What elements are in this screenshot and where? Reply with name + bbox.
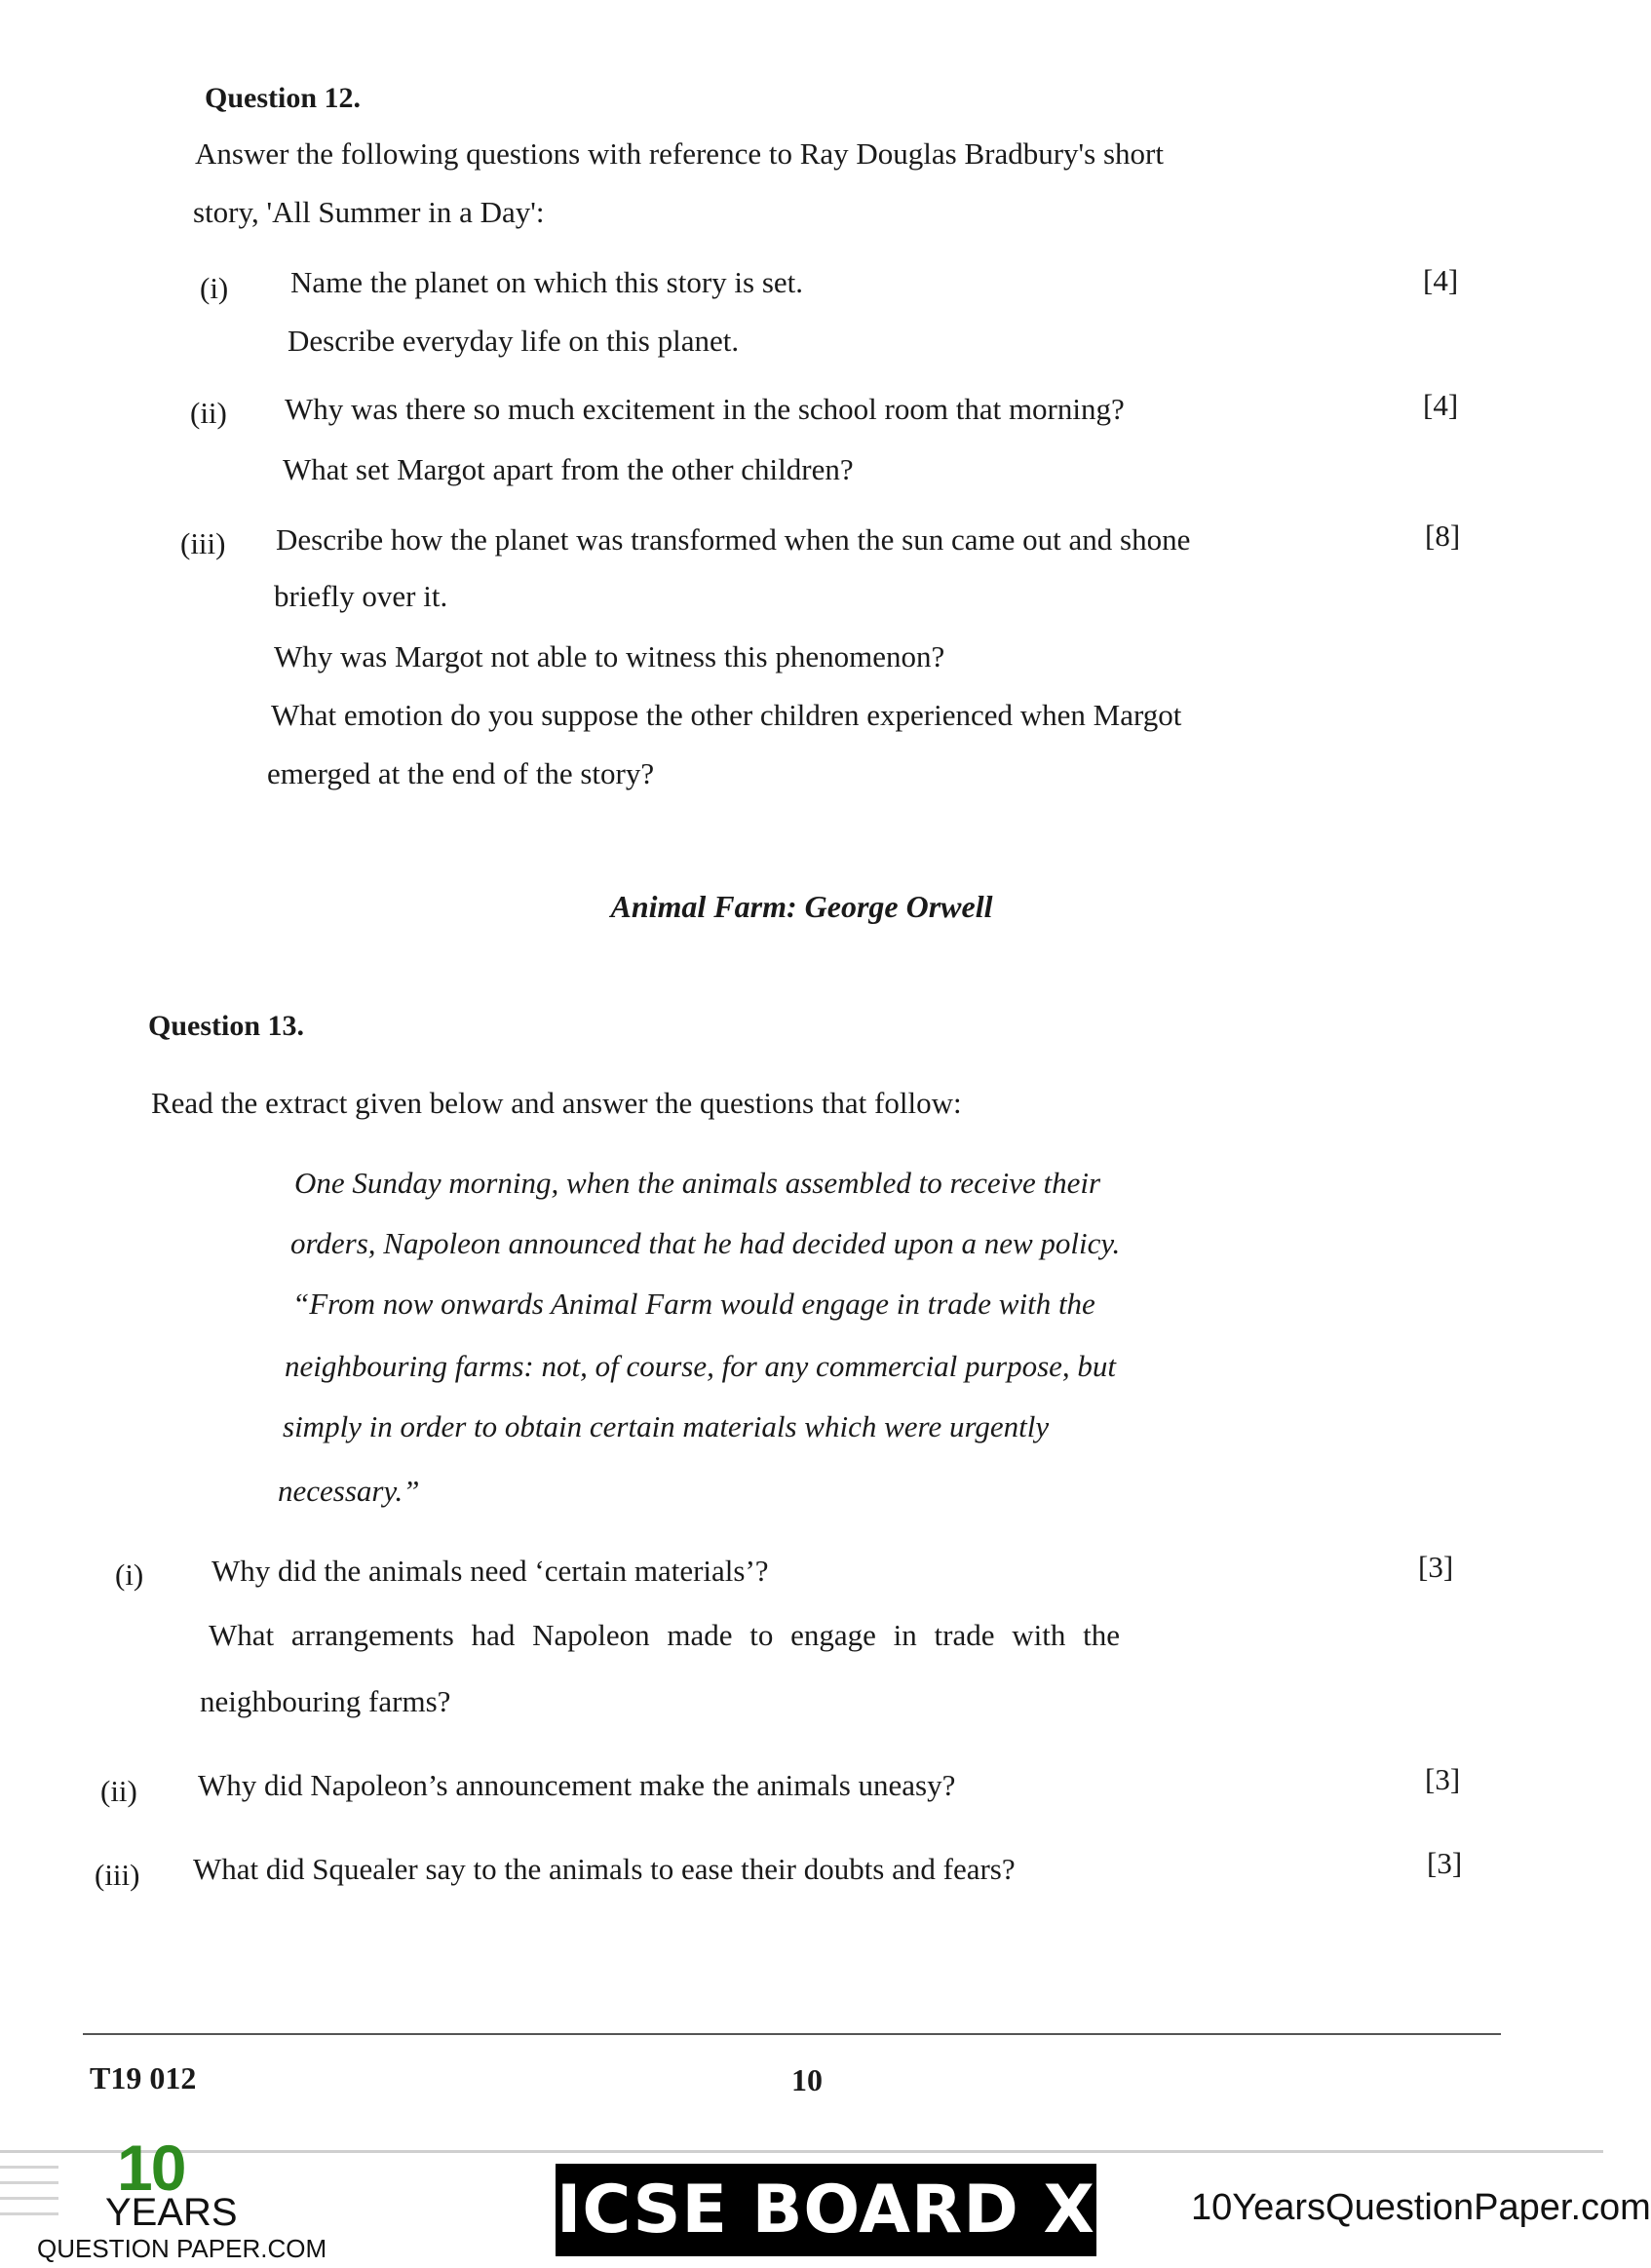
q13-part-ii-marks: [3]	[1425, 1762, 1461, 1796]
q13-part-i-marks: [3]	[1418, 1550, 1454, 1584]
question-13-title: Question 13.	[148, 1010, 305, 1042]
footer-divider	[83, 2033, 1501, 2035]
q12-part-i-marks: [4]	[1423, 263, 1459, 297]
q12-part-i-line-2: Describe everyday life on this planet.	[288, 324, 740, 358]
board-banner	[556, 2164, 1096, 2256]
q12-part-ii-number: (ii)	[190, 396, 227, 430]
q13-extract-line-3: “From now onwards Animal Farm would engage in trade with the	[292, 1287, 1095, 1321]
banner-stripe	[0, 2197, 58, 2200]
q12-intro-line-2: story, 'All Summer in a Day':	[193, 195, 545, 229]
q13-part-ii-line-1: Why did Napoleon’s announcement make the animals uneasy?	[198, 1768, 956, 1802]
banner-stripe	[0, 2212, 58, 2215]
paper-code: T19 012	[90, 2060, 197, 2095]
q13-extract-line-4: neighbouring farms: not, of course, for any commercial purpose, but	[285, 1349, 1116, 1383]
board-label: ICSE BOARD X	[557, 2172, 1095, 2249]
banner-top-line	[0, 2150, 1603, 2153]
banner-stripe	[0, 2181, 58, 2184]
q13-part-i-line-2: What arrangements had Napoleon made to engage in trade with the	[209, 1618, 1120, 1652]
q12-part-iii-line-4: What emotion do you suppose the other children experienced when Margot	[271, 698, 1182, 732]
q12-part-iii-line-3: Why was Margot not able to witness this phenomenon?	[274, 639, 945, 673]
q13-extract-line-1: One Sunday morning, when the animals assembled to receive their	[294, 1166, 1101, 1200]
q13-intro: Read the extract given below and answer the questions that follow:	[151, 1086, 962, 1120]
page-number: 10	[791, 2062, 823, 2097]
q13-part-i-line-3: neighbouring farms?	[200, 1684, 451, 1718]
q12-part-iii-line-5: emerged at the end of the story?	[267, 756, 655, 790]
question-12-title: Question 12.	[205, 82, 362, 114]
logo-number: 10	[117, 2132, 185, 2204]
q13-extract-line-2: orders, Napoleon announced that he had decided upon a new policy.	[290, 1226, 1121, 1260]
q13-part-ii-number: (ii)	[100, 1774, 137, 1808]
q13-extract-line-5: simply in order to obtain certain materials which were urgently	[283, 1409, 1050, 1443]
q12-part-i-number: (i)	[200, 271, 229, 305]
q13-extract-line-6: necessary.”	[278, 1474, 420, 1508]
q12-part-iii-number: (iii)	[180, 526, 226, 560]
q13-part-i-number: (i)	[115, 1557, 144, 1592]
q12-part-ii-line-2: What set Margot apart from the other children?	[283, 452, 854, 486]
q13-part-i-line-1: Why did the animals need ‘certain materials’?	[211, 1554, 769, 1588]
q13-part-iii-marks: [3]	[1427, 1846, 1463, 1880]
q12-part-i-line-1: Name the planet on which this story is set.	[290, 265, 804, 299]
q13-part-iii-line-1: What did Squealer say to the animals to ease their doubts and fears?	[193, 1852, 1016, 1886]
q12-part-iii-marks: [8]	[1425, 519, 1461, 553]
q12-part-ii-marks: [4]	[1423, 388, 1459, 422]
q13-part-iii-number: (iii)	[95, 1858, 140, 1892]
q12-part-iii-line-2: briefly over it.	[274, 579, 448, 613]
website-link[interactable]: 10YearsQuestionPaper.com	[1191, 2187, 1651, 2228]
banner-stripe	[0, 2166, 58, 2169]
q12-part-iii-line-1: Describe how the planet was transformed when the sun came out and shone	[276, 522, 1191, 557]
logo-years: YEARS	[105, 2191, 238, 2234]
q12-part-ii-line-1: Why was there so much excitement in the school room that morning?	[285, 392, 1125, 426]
logo-subtitle: QUESTION PAPER.COM	[37, 2234, 327, 2263]
section-heading: Animal Farm: George Orwell	[610, 889, 993, 924]
q12-intro-line-1: Answer the following questions with reference to Ray Douglas Bradbury's short	[195, 136, 1164, 171]
